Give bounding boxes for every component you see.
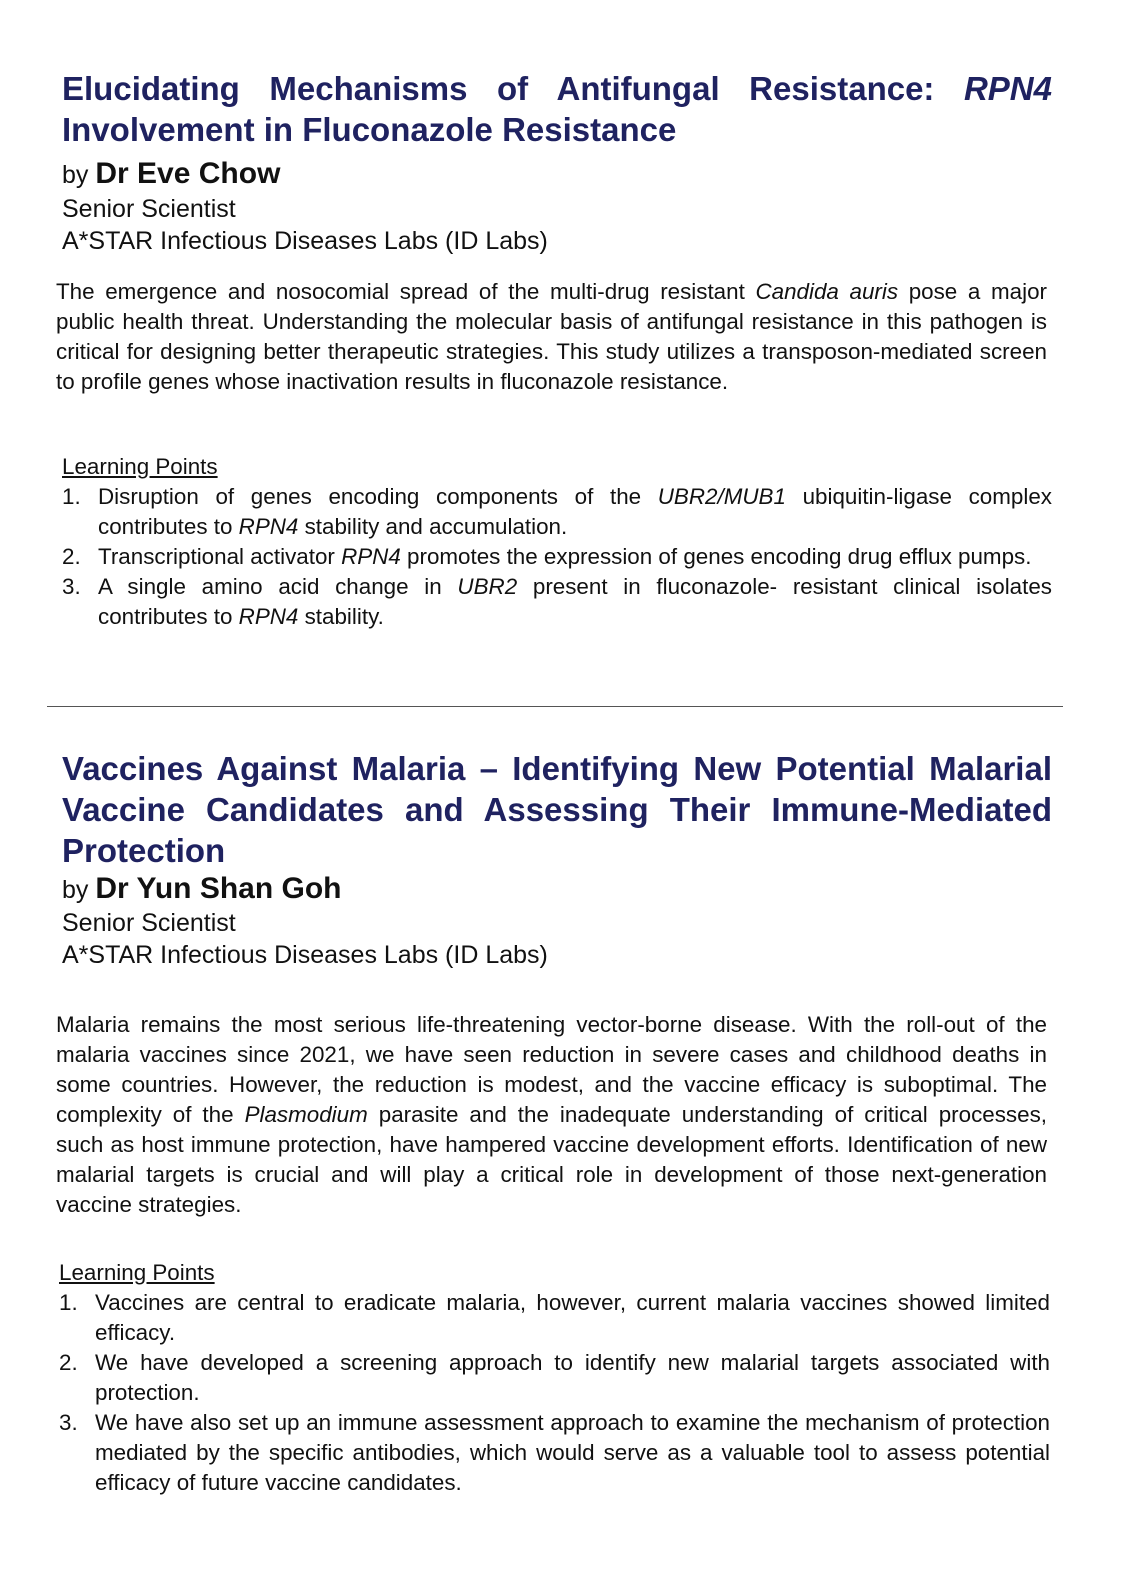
article2-author: Dr Yun Shan Goh [95, 872, 342, 905]
article1-role: Senior Scientist [62, 195, 236, 223]
article1-point-1-gene2: RPN4 [238, 514, 299, 539]
article1-title-gene: RPN4 [963, 70, 1052, 107]
article1-point-3-a: A single amino acid change in [98, 574, 458, 599]
article2-point-2-text: We have developed a screening approach to identify new malarial targets associated with protection. [95, 1350, 1050, 1405]
article2-point-2 [59, 1348, 1050, 1408]
article2-role: Senior Scientist [62, 909, 236, 937]
article1-learning-list [62, 482, 1052, 632]
article1-institution: A*STAR Infectious Diseases Labs (ID Labs) [62, 227, 548, 255]
article2-abstract [56, 1010, 1047, 1220]
article1-point-3 [62, 572, 1052, 632]
article2-by: by [62, 876, 89, 904]
article1-point-3-c: stability. [298, 604, 384, 629]
article2-point-2-num: 2. [59, 1350, 78, 1375]
article2-abstract-genus: Plasmodium [244, 1102, 368, 1127]
article1-title [62, 68, 1052, 150]
article1-point-1-b: ubiquitin-ligase complex contributes to [98, 484, 1052, 539]
article2-point-3 [59, 1408, 1050, 1498]
article1-by: by [62, 161, 89, 189]
article1-point-1-c: stability and accumulation. [298, 514, 568, 539]
article1-title-main: Elucidating Mechanisms of Antifungal Resistance: [62, 70, 964, 107]
article1-point-3-b: present in fluconazole- resistant clinical isolates contributes to [98, 574, 1052, 629]
article1-author: Dr Eve Chow [95, 157, 281, 190]
article1-point-2-a: Transcriptional activator [98, 544, 342, 569]
article2-learning-heading: Learning Points [59, 1260, 215, 1285]
article1-point-2-num: 2. [62, 544, 81, 569]
article1-point-2-gene1: RPN4 [341, 544, 401, 569]
article1-abstract [56, 277, 1047, 397]
article2-learning-list [59, 1288, 1050, 1498]
article1-point-2-b: promotes the expression of genes encoding drug efflux pumps. [400, 544, 1032, 569]
article1-point-3-gene2: RPN4 [238, 604, 299, 629]
article2-point-3-text: We have also set up an immune assessment approach to examine the mechanism of protection mediated by the specific antibodies, which would serve as a valuable tool to assess potential efficacy of future vaccine candidates. [95, 1410, 1050, 1495]
article1-abstract-a: The emergence and nosocomial spread of the multi-drug resistant [56, 279, 756, 304]
article2-point-1 [59, 1288, 1050, 1348]
article1-point-3-num: 3. [62, 574, 81, 599]
article2-abstract-b: parasite and the inadequate understanding of critical processes, such as host immune protection, have hampered vaccine development efforts. Identification of new malarial targets is crucial and will play a critical role in development of those next-generation vaccine strategies. [56, 1102, 1048, 1217]
article1-byline [62, 158, 280, 191]
article1-point-1 [62, 482, 1052, 542]
article1-point-3-gene1: UBR2 [457, 574, 518, 599]
article1-point-2 [62, 542, 1052, 572]
article1-abstract-species: Candida auris [755, 279, 899, 304]
article2-point-1-text: Vaccines are central to eradicate malaria, however, current malaria vaccines showed limited efficacy. [95, 1290, 1050, 1345]
article1-point-1-num: 1. [62, 484, 81, 509]
article2-title: Vaccines Against Malaria – Identifying New Potential Malarial Vaccine Candidates and Assessing Their Immune-Mediated Protection [62, 750, 1052, 869]
article1-point-1-gene1: UBR2/MUB1 [657, 484, 786, 509]
article2-byline [62, 873, 342, 906]
article2-point-3-num: 3. [59, 1410, 78, 1435]
article1-point-1-a: Disruption of genes encoding components of the [98, 484, 658, 509]
article2-abstract-a: Malaria remains the most serious life-threatening vector-borne disease. With the roll-out of the malaria vaccines since 2021, we have seen reduction in severe cases and childhood deaths in some countries. However, the reduction is modest, and the vaccine efficacy is suboptimal. The complexity of the [56, 1012, 1047, 1127]
article1-learning-heading: Learning Points [62, 454, 218, 479]
article2-institution: A*STAR Infectious Diseases Labs (ID Labs) [62, 941, 548, 969]
article1-title-rest: Involvement in Fluconazole Resistance [62, 111, 677, 148]
article2-point-1-num: 1. [59, 1290, 78, 1315]
article1-abstract-b: pose a major public health threat. Understanding the molecular basis of antifungal resistance in this pathogen is critical for designing better therapeutic strategies. This study utilizes a transposon-mediated screen to profile genes whose inactivation results in fluconazole resistance. [56, 279, 1047, 394]
section-divider [47, 706, 1063, 707]
